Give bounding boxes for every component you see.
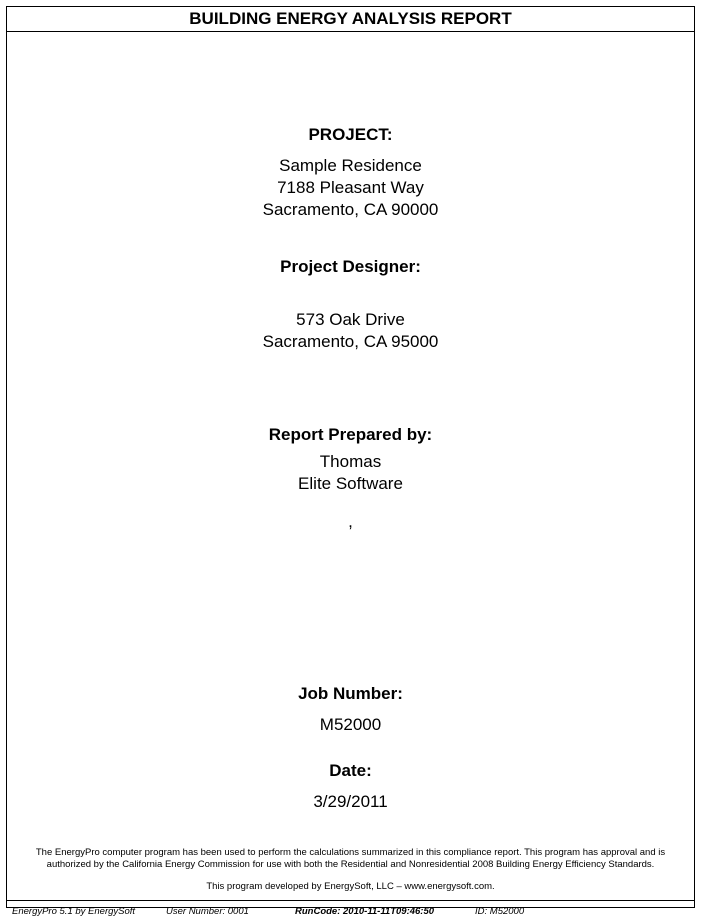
project-address-line1: 7188 Pleasant Way (277, 178, 424, 197)
footer-program: EnergyPro 5.1 by EnergySoft (12, 906, 136, 917)
project-name: Sample Residence (279, 156, 422, 175)
designer-address-line2: Sacramento, CA 95000 (262, 332, 439, 351)
developer-credit: This program developed by EnergySoft, LLC – www.energysoft.com. (206, 881, 495, 892)
preparer-name: Thomas (319, 452, 382, 471)
disclaimer-text (7, 847, 694, 871)
footer-id: ID: M52000 (475, 906, 525, 917)
designer-address-line1: 573 Oak Drive (296, 310, 405, 329)
prepared-by-label: Report Prepared by: (268, 425, 433, 444)
job-number-value: M52000 (319, 715, 382, 734)
disclaimer-line1: The EnergyPro computer program has been used to perform the calculations summarized in this compliance report. This program has approval and is (35, 847, 666, 858)
date-section (7, 761, 694, 813)
preparer-location: , (348, 512, 353, 531)
report-frame (6, 6, 695, 908)
footer-divider (6, 900, 695, 901)
designer-label: Project Designer: (280, 257, 421, 276)
designer-section (7, 257, 694, 353)
preparer-company: Elite Software (298, 474, 403, 493)
date-label: Date: (329, 761, 372, 780)
prepared-by-section (7, 425, 694, 533)
report-title: BUILDING ENERGY ANALYSIS REPORT (7, 7, 694, 32)
date-value: 3/29/2011 (313, 792, 388, 811)
project-address-line2: Sacramento, CA 90000 (262, 200, 439, 219)
job-number-label: Job Number: (298, 684, 403, 703)
footer-user-number: User Number: 0001 (166, 906, 249, 917)
job-section (7, 684, 694, 736)
footer-run-code: RunCode: 2010-11-11T09:46:50 (295, 906, 435, 917)
project-label: PROJECT: (308, 125, 393, 144)
disclaimer-line2: authorized by the California Energy Commission for use with both the Residential and Nonresidential 2008 Building Energy Efficiency Standards. (46, 859, 655, 870)
project-section (7, 125, 694, 221)
